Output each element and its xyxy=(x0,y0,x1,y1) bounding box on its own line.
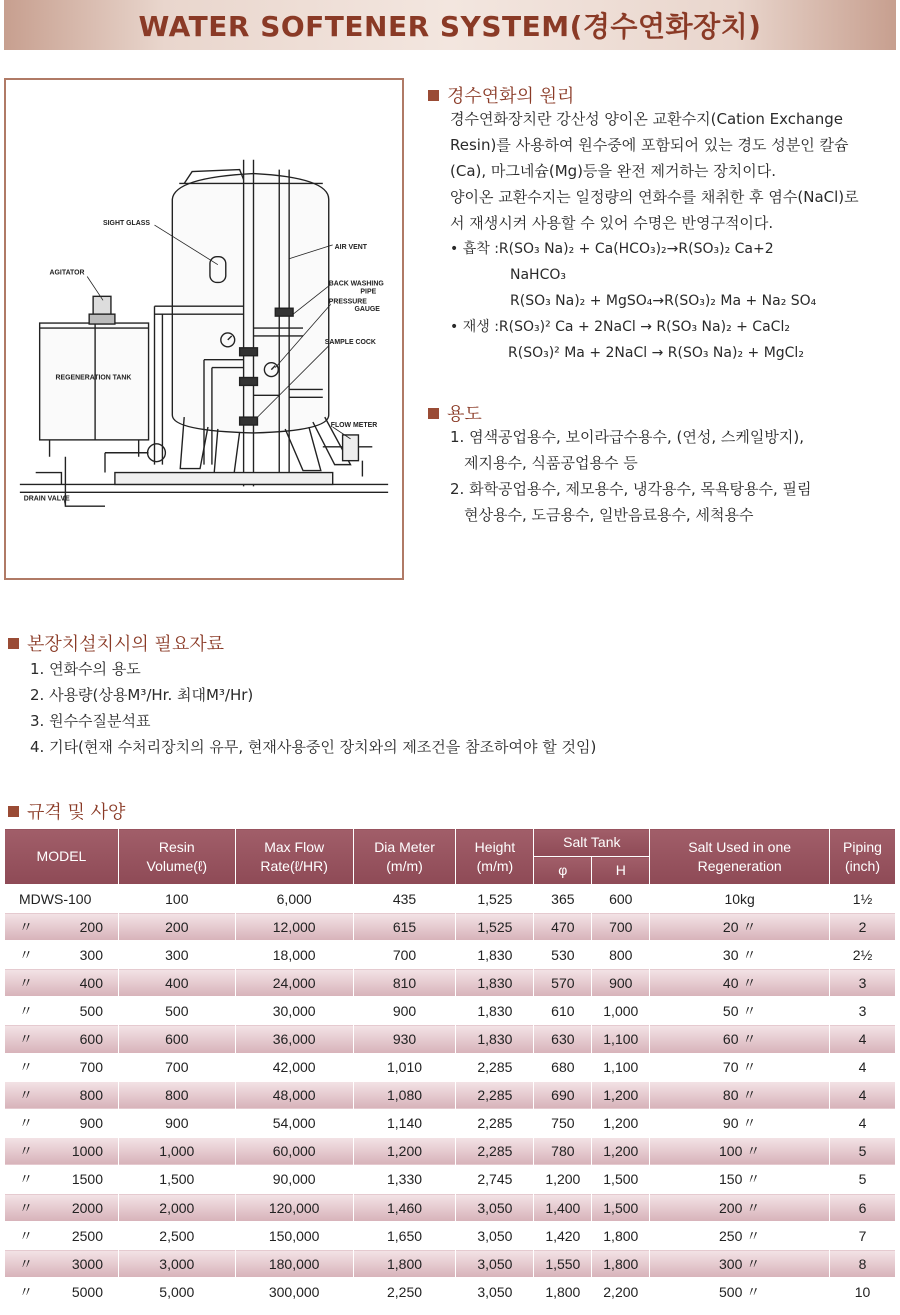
cell-flow: 12,000 xyxy=(235,913,353,941)
cell-model-prefix: 〃 xyxy=(19,1255,33,1272)
cell-phi: 630 xyxy=(534,1025,592,1053)
cell-model xyxy=(5,1194,119,1222)
cell-dia: 2,250 xyxy=(353,1278,456,1306)
cell-height: 2,285 xyxy=(456,1109,534,1137)
table-row xyxy=(5,1222,896,1250)
cell-model-prefix: 〃 xyxy=(19,1283,33,1300)
cell-salt: 200 〃 xyxy=(650,1194,830,1222)
cell-height: 3,050 xyxy=(456,1278,534,1306)
col-header-resin: Resin Volume(ℓ) xyxy=(118,829,235,885)
table-row xyxy=(5,941,896,969)
cell-piping: 6 xyxy=(830,1194,896,1222)
cell-resin: 500 xyxy=(118,997,235,1025)
cell-model-number: 400 xyxy=(79,974,103,991)
cell-flow: 18,000 xyxy=(235,941,353,969)
table-row xyxy=(5,885,896,913)
title-banner xyxy=(4,0,896,50)
cell-resin: 100 xyxy=(118,885,235,913)
cell-model-prefix: 〃 xyxy=(19,1031,33,1048)
cell-phi: 1,400 xyxy=(534,1194,592,1222)
label-sight-glass: SIGHT GLASS xyxy=(103,220,150,228)
col-header-height: Height (m/m) xyxy=(456,829,534,885)
cell-salt: 20 〃 xyxy=(650,913,830,941)
cell-piping: 2 xyxy=(830,913,896,941)
table-row xyxy=(5,1250,896,1278)
cell-h: 1,100 xyxy=(592,1053,650,1081)
cell-model-number: 900 xyxy=(79,1115,103,1132)
cell-salt: 250 〃 xyxy=(650,1222,830,1250)
cell-phi: 680 xyxy=(534,1053,592,1081)
cell-phi: 365 xyxy=(534,885,592,913)
bullet-square-icon xyxy=(428,408,439,419)
cell-flow: 150,000 xyxy=(235,1222,353,1250)
cell-resin: 700 xyxy=(118,1053,235,1081)
col-header-dia: Dia Meter (m/m) xyxy=(353,829,456,885)
cell-piping: 5 xyxy=(830,1137,896,1165)
cell-model xyxy=(5,1278,119,1306)
cell-h: 1,000 xyxy=(592,997,650,1025)
cell-piping: 4 xyxy=(830,1053,896,1081)
cell-model-number: 5000 xyxy=(71,1283,103,1300)
cell-phi: 470 xyxy=(534,913,592,941)
cell-phi: 530 xyxy=(534,941,592,969)
col-header-model: MODEL xyxy=(5,829,119,885)
install-list: 1. 연화수의 용도 2. 사용량(상용M³/Hr. 최대M³/Hr) 3. 원수수질분석표 4. 기타(현재 수처리장치의 유무, 현재사용중인 장치와의 제조건을 참조하여야 할 것임) xyxy=(30,660,597,756)
cell-model-prefix: 〃 xyxy=(19,1171,33,1188)
cell-height: 1,830 xyxy=(456,997,534,1025)
cell-model xyxy=(5,1025,119,1053)
cell-model-number: 300 xyxy=(79,946,103,963)
cell-height: 1,525 xyxy=(456,913,534,941)
cell-resin: 600 xyxy=(118,1025,235,1053)
cell-resin: 300 xyxy=(118,941,235,969)
cell-piping: 8 xyxy=(830,1250,896,1278)
cell-height: 2,285 xyxy=(456,1081,534,1109)
cell-h: 2,200 xyxy=(592,1278,650,1306)
cell-height: 3,050 xyxy=(456,1222,534,1250)
cell-model-number: 600 xyxy=(79,1031,103,1048)
cell-model-number: 1000 xyxy=(71,1143,103,1160)
cell-model-number: 100 xyxy=(68,890,92,907)
cell-h: 900 xyxy=(592,969,650,997)
cell-model xyxy=(5,1165,119,1193)
cell-height: 2,285 xyxy=(456,1137,534,1165)
usage-heading: 용도 xyxy=(428,400,482,426)
cell-salt: 150 〃 xyxy=(650,1165,830,1193)
table-row xyxy=(5,1081,896,1109)
cell-piping: 3 xyxy=(830,997,896,1025)
cell-flow: 48,000 xyxy=(235,1081,353,1109)
cell-model-prefix: 〃 xyxy=(19,1199,33,1216)
cell-model xyxy=(5,941,119,969)
table-row xyxy=(5,969,896,997)
label-flow-meter: FLOW METER xyxy=(330,422,378,430)
cell-dia: 1,080 xyxy=(353,1081,456,1109)
cell-model-number: 2500 xyxy=(71,1227,103,1244)
table-row xyxy=(5,997,896,1025)
label-drain-valve: DRAIN VALVE xyxy=(23,495,70,503)
cell-model-number: 800 xyxy=(79,1087,103,1104)
cell-phi: 610 xyxy=(534,997,592,1025)
col-header-salt-tank: Salt Tank xyxy=(534,829,650,857)
cell-dia: 1,800 xyxy=(353,1250,456,1278)
cell-resin: 200 xyxy=(118,913,235,941)
cell-dia: 700 xyxy=(353,941,456,969)
table-row xyxy=(5,1165,896,1193)
cell-salt: 40 〃 xyxy=(650,969,830,997)
cell-model-prefix: 〃 xyxy=(19,1227,33,1244)
cell-h: 1,200 xyxy=(592,1137,650,1165)
cell-flow: 54,000 xyxy=(235,1109,353,1137)
cell-h: 1,800 xyxy=(592,1250,650,1278)
principle-text: 경수연화장치란 강산성 양이온 교환수지(Cation Exchange Resin)를 사용하여 원수중에 포함되어 있는 경도 성분인 칼슘 (Ca), 마그네슘(Mg)등을 완전 제거하는 장치이다. 양이온 교환수지는 일정량의 연화수를 채취한 후 염수(NaCl)로 서 재생시켜 사용할 수 있어 수명은 반영구적이다. xyxy=(450,110,859,232)
cell-salt: 70 〃 xyxy=(650,1053,830,1081)
col-header-piping: Piping (inch) xyxy=(830,829,896,885)
cell-salt: 90 〃 xyxy=(650,1109,830,1137)
table-row xyxy=(5,1109,896,1137)
cell-salt: 100 〃 xyxy=(650,1137,830,1165)
cell-flow: 120,000 xyxy=(235,1194,353,1222)
cell-phi: 690 xyxy=(534,1081,592,1109)
cell-height: 1,830 xyxy=(456,941,534,969)
cell-model-prefix: 〃 xyxy=(19,918,33,935)
cell-piping: 7 xyxy=(830,1222,896,1250)
cell-phi: 1,550 xyxy=(534,1250,592,1278)
cell-model-prefix: MDWS- xyxy=(19,890,68,907)
label-pressure: PRESSURE xyxy=(328,298,367,306)
cell-model xyxy=(5,1222,119,1250)
cell-phi: 750 xyxy=(534,1109,592,1137)
cell-flow: 36,000 xyxy=(235,1025,353,1053)
cell-flow: 6,000 xyxy=(235,885,353,913)
label-sample-cock: SAMPLE COCK xyxy=(324,338,376,346)
cell-piping: 4 xyxy=(830,1025,896,1053)
col-header-salt-used: Salt Used in one Regeneration xyxy=(650,829,830,885)
cell-resin: 5,000 xyxy=(118,1278,235,1306)
label-air-vent: AIR VENT xyxy=(334,243,367,251)
cell-model xyxy=(5,1109,119,1137)
formula-regeneration-1: • 재생 :R(SO₃)² Ca + 2NaCl → R(SO₃ Na)₂ + CaCl₂ xyxy=(450,319,790,335)
cell-h: 1,800 xyxy=(592,1222,650,1250)
cell-model-number: 200 xyxy=(79,918,103,935)
cell-flow: 90,000 xyxy=(235,1165,353,1193)
label-back-washing: BACK WASHING xyxy=(328,280,384,288)
cell-piping: 4 xyxy=(830,1081,896,1109)
cell-dia: 1,460 xyxy=(353,1194,456,1222)
cell-phi: 1,800 xyxy=(534,1278,592,1306)
cell-model xyxy=(5,969,119,997)
cell-salt: 300 〃 xyxy=(650,1250,830,1278)
table-row xyxy=(5,1194,896,1222)
cell-model xyxy=(5,1081,119,1109)
usage-list: 1. 염색공업용수, 보이라급수용수, (연성, 스케일방지), 제지용수, 식품공업용수 등 2. 화학공업용수, 제모용수, 냉각용수, 목욕탕용수, 필림 현상용수, 도금용수, 일반음료용수, 세척용수 xyxy=(450,428,812,524)
cell-flow: 30,000 xyxy=(235,997,353,1025)
cell-h: 1,100 xyxy=(592,1025,650,1053)
cell-salt: 50 〃 xyxy=(650,997,830,1025)
cell-dia: 810 xyxy=(353,969,456,997)
cell-salt: 30 〃 xyxy=(650,941,830,969)
reaction-formulas xyxy=(450,236,816,366)
cell-dia: 1,330 xyxy=(353,1165,456,1193)
cell-h: 1,200 xyxy=(592,1081,650,1109)
cell-salt: 80 〃 xyxy=(650,1081,830,1109)
cell-model-number: 1500 xyxy=(71,1171,103,1188)
cell-resin: 900 xyxy=(118,1109,235,1137)
cell-dia: 900 xyxy=(353,997,456,1025)
cell-model-prefix: 〃 xyxy=(19,974,33,991)
cell-model-number: 3000 xyxy=(71,1255,103,1272)
cell-model-number: 2000 xyxy=(71,1199,103,1216)
cell-phi: 1,420 xyxy=(534,1222,592,1250)
cell-model-prefix: 〃 xyxy=(19,1115,33,1132)
table-row xyxy=(5,1137,896,1165)
cell-resin: 2,500 xyxy=(118,1222,235,1250)
cell-phi: 1,200 xyxy=(534,1165,592,1193)
cell-dia: 930 xyxy=(353,1025,456,1053)
cell-flow: 180,000 xyxy=(235,1250,353,1278)
col-header-salt-phi: φ xyxy=(534,857,592,885)
cell-model xyxy=(5,885,119,913)
page-title: WATER SOFTENER SYSTEM(경수연화장치) xyxy=(138,10,762,43)
cell-resin: 800 xyxy=(118,1081,235,1109)
cell-h: 700 xyxy=(592,913,650,941)
cell-height: 2,745 xyxy=(456,1165,534,1193)
cell-height: 1,830 xyxy=(456,969,534,997)
cell-model xyxy=(5,1250,119,1278)
system-diagram xyxy=(4,78,404,580)
cell-flow: 24,000 xyxy=(235,969,353,997)
table-row xyxy=(5,1025,896,1053)
cell-piping: 2½ xyxy=(830,941,896,969)
cell-dia: 615 xyxy=(353,913,456,941)
cell-h: 1,500 xyxy=(592,1194,650,1222)
formula-adsorption-1b: NaHCO₃ xyxy=(510,267,566,283)
cell-dia: 1,140 xyxy=(353,1109,456,1137)
cell-h: 1,200 xyxy=(592,1109,650,1137)
cell-resin: 400 xyxy=(118,969,235,997)
cell-h: 800 xyxy=(592,941,650,969)
cell-model-number: 500 xyxy=(79,1002,103,1019)
cell-salt: 10kg xyxy=(650,885,830,913)
bullet-square-icon xyxy=(8,638,19,649)
label-pressure-gauge: GAUGE xyxy=(354,306,380,314)
col-header-flow: Max Flow Rate(ℓ/HR) xyxy=(235,829,353,885)
cell-piping: 3 xyxy=(830,969,896,997)
cell-dia: 1,200 xyxy=(353,1137,456,1165)
table-row xyxy=(5,1053,896,1081)
cell-model xyxy=(5,1137,119,1165)
table-row xyxy=(5,1278,896,1306)
principle-heading: 경수연화의 원리 xyxy=(428,82,574,108)
install-heading: 본장치설치시의 필요자료 xyxy=(8,630,224,656)
cell-phi: 780 xyxy=(534,1137,592,1165)
cell-height: 1,525 xyxy=(456,885,534,913)
cell-piping: 4 xyxy=(830,1109,896,1137)
cell-dia: 435 xyxy=(353,885,456,913)
cell-height: 1,830 xyxy=(456,1025,534,1053)
cell-model xyxy=(5,1053,119,1081)
col-header-salt-h: H xyxy=(592,857,650,885)
cell-model-prefix: 〃 xyxy=(19,1143,33,1160)
cell-piping: 1½ xyxy=(830,885,896,913)
cell-resin: 2,000 xyxy=(118,1194,235,1222)
cell-model-number: 700 xyxy=(79,1059,103,1076)
cell-resin: 3,000 xyxy=(118,1250,235,1278)
cell-model xyxy=(5,913,119,941)
label-back-washing-pipe: PIPE xyxy=(360,288,377,296)
cell-dia: 1,010 xyxy=(353,1053,456,1081)
spec-table xyxy=(4,828,896,1306)
system-diagram-drawing xyxy=(6,80,402,578)
formula-regeneration-2: R(SO₃)² Ma + 2NaCl → R(SO₃ Na)₂ + MgCl₂ xyxy=(508,345,804,361)
formula-adsorption-1: • 흡착 :R(SO₃ Na)₂ + Ca(HCO₃)₂→R(SO₃)₂ Ca+2 xyxy=(450,241,774,257)
spec-table-body xyxy=(5,885,896,1306)
cell-height: 3,050 xyxy=(456,1250,534,1278)
cell-flow: 60,000 xyxy=(235,1137,353,1165)
cell-flow: 300,000 xyxy=(235,1278,353,1306)
cell-model-prefix: 〃 xyxy=(19,1087,33,1104)
spec-heading: 규격 및 사양 xyxy=(8,798,125,824)
table-row xyxy=(5,913,896,941)
cell-height: 3,050 xyxy=(456,1194,534,1222)
cell-salt: 500 〃 xyxy=(650,1278,830,1306)
cell-flow: 42,000 xyxy=(235,1053,353,1081)
formula-adsorption-2: R(SO₃ Na)₂ + MgSO₄→R(SO₃)₂ Ma + Na₂ SO₄ xyxy=(510,293,817,309)
cell-h: 1,500 xyxy=(592,1165,650,1193)
bullet-square-icon xyxy=(428,90,439,101)
cell-model xyxy=(5,997,119,1025)
label-agitator: AGITATOR xyxy=(49,269,85,277)
cell-model-prefix: 〃 xyxy=(19,946,33,963)
cell-model-prefix: 〃 xyxy=(19,1002,33,1019)
cell-h: 600 xyxy=(592,885,650,913)
cell-height: 2,285 xyxy=(456,1053,534,1081)
cell-salt: 60 〃 xyxy=(650,1025,830,1053)
cell-piping: 10 xyxy=(830,1278,896,1306)
cell-piping: 5 xyxy=(830,1165,896,1193)
cell-resin: 1,000 xyxy=(118,1137,235,1165)
cell-dia: 1,650 xyxy=(353,1222,456,1250)
cell-model-prefix: 〃 xyxy=(19,1059,33,1076)
cell-phi: 570 xyxy=(534,969,592,997)
label-regeneration-tank: REGENERATION TANK xyxy=(55,374,132,382)
cell-resin: 1,500 xyxy=(118,1165,235,1193)
bullet-square-icon xyxy=(8,806,19,817)
